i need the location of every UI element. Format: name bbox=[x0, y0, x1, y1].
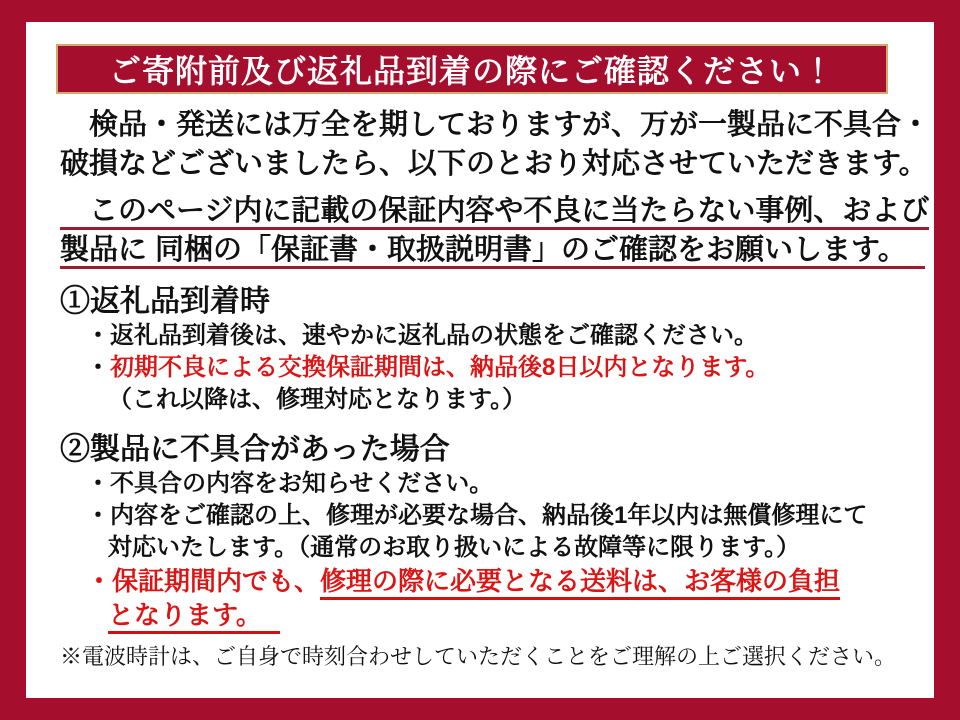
section1-bullet-2-text: 初期不良による交換保証期間は、納品後8日以内となります。 bbox=[110, 354, 770, 381]
intro-line-2: 破損などございましたら、以下のとおり対応させていただきます。 bbox=[60, 148, 928, 180]
intro-line-1: 検品・発送には万全を期しておりますが、万が一製品に不具合・ bbox=[60, 109, 931, 141]
notice-content bbox=[26, 94, 934, 670]
section2-bullet-3-line-2 bbox=[60, 598, 916, 632]
section1-bullet-1: ・返礼品到着後は、速やかに返礼品の状態をご確認ください。 bbox=[86, 322, 758, 349]
section2-bullet-3-underlined: 修理の際に必要となる送料は、お客様の負担 bbox=[320, 566, 840, 600]
section2-bullet-3-prefix: ・保証期間内でも、 bbox=[86, 566, 321, 596]
section-defect bbox=[60, 432, 916, 632]
intro-line-3 bbox=[60, 192, 930, 231]
intro-line-4-underlined: 製品に 同梱の「保証書・取扱説明書」のご確認をお願いします。 bbox=[60, 234, 925, 269]
intro-line-4 bbox=[60, 231, 916, 270]
section1-bullet-2-marker: ・ bbox=[86, 354, 110, 381]
intro-paragraph bbox=[60, 106, 931, 270]
section2-bullet-3-line-1 bbox=[60, 564, 916, 598]
section2-bullet-2-line-2: 対応いたします。（通常のお取り扱いによる故障等に限ります。） bbox=[108, 534, 801, 561]
section2-bullet-3-line-2-text: となります。 bbox=[108, 600, 280, 634]
intro-line-3-underlined: このページ内に記載の保証内容や不良に当たらない事例、および bbox=[60, 195, 929, 230]
header-banner bbox=[56, 44, 888, 94]
section-arrival bbox=[60, 284, 916, 416]
section1-heading: ①返礼品到着時 bbox=[60, 285, 270, 318]
banner-title: ご寄附前及び返礼品到着の際にご確認ください！ bbox=[108, 53, 835, 89]
section2-heading: ②製品に不具合があった場合 bbox=[60, 433, 450, 466]
section2-bullet-1: ・不具合の内容をお知らせください。 bbox=[86, 470, 494, 497]
section1-bullet-2 bbox=[60, 352, 916, 384]
section1-note: （これ以降は、修理対応となります。） bbox=[108, 386, 527, 413]
section2-bullet-2-line-1: ・内容をご確認の上、修理が必要な場合、納品後1年以内は無償修理にて bbox=[86, 502, 868, 529]
footnote: ※電波時計は、ご自身で時刻合わせしていただくことをご理解の上ご選択ください。 bbox=[60, 644, 897, 669]
